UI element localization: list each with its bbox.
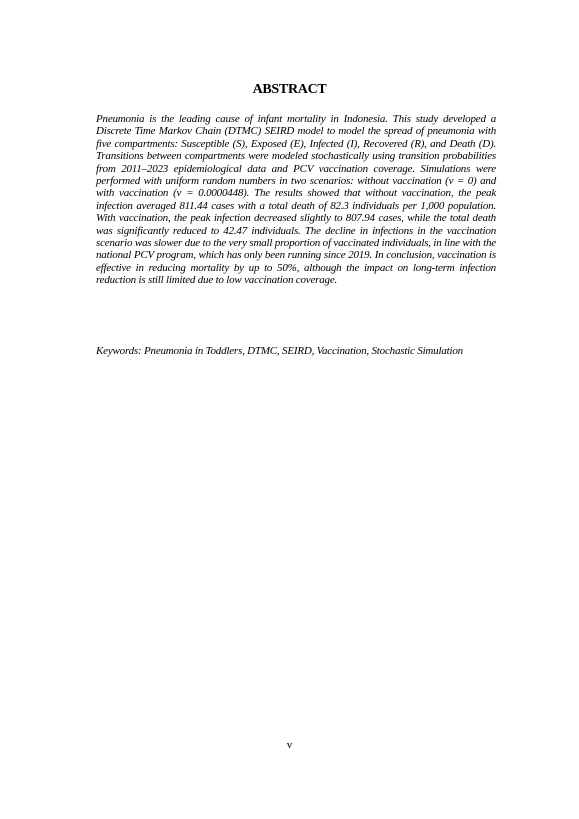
abstract-title: ABSTRACT [252, 82, 327, 97]
abstract-body: Pneumonia is the leading cause of infant mortality in Indonesia. This study developed a Discrete Time Markov Chain (DTMC) SEIRD model to model the spread of pneumonia with five compartments: Susceptible (S), Exposed (E), Infected (I), Recovered (R), and Death (D). Transitions between compartments were modeled stochastically using transition probabilities from 2011–2023 epidemiological data and PCV vaccination coverage. Simulations were performed with uniform random numbers in two scenarios: without vaccination (ν = 0) and with vaccination (ν = 0.0000448). The results showed that without vaccination, the peak infection averaged 811.44 cases with a total death of 82.3 individuals per 1,000 population. With vaccination, the peak infection decreased slightly to 807.94 cases, while the total death was significantly reduced to 42.47 individuals. The decline in infections in the vaccination scenario was slower due to the very small proportion of vaccinated individuals, in line with the national PCV program, which has only been running since 2019. In conclusion, vaccination is effective in reducing mortality by up to 50%, although the impact on long-term infection reduction is still limited due to low vaccination coverage. [96, 113, 496, 287]
keywords-line: Keywords: Pneumonia in Toddlers, DTMC, SEIRD, Vaccination, Stochastic Simulation [96, 345, 463, 357]
page-number: v [286, 739, 293, 751]
